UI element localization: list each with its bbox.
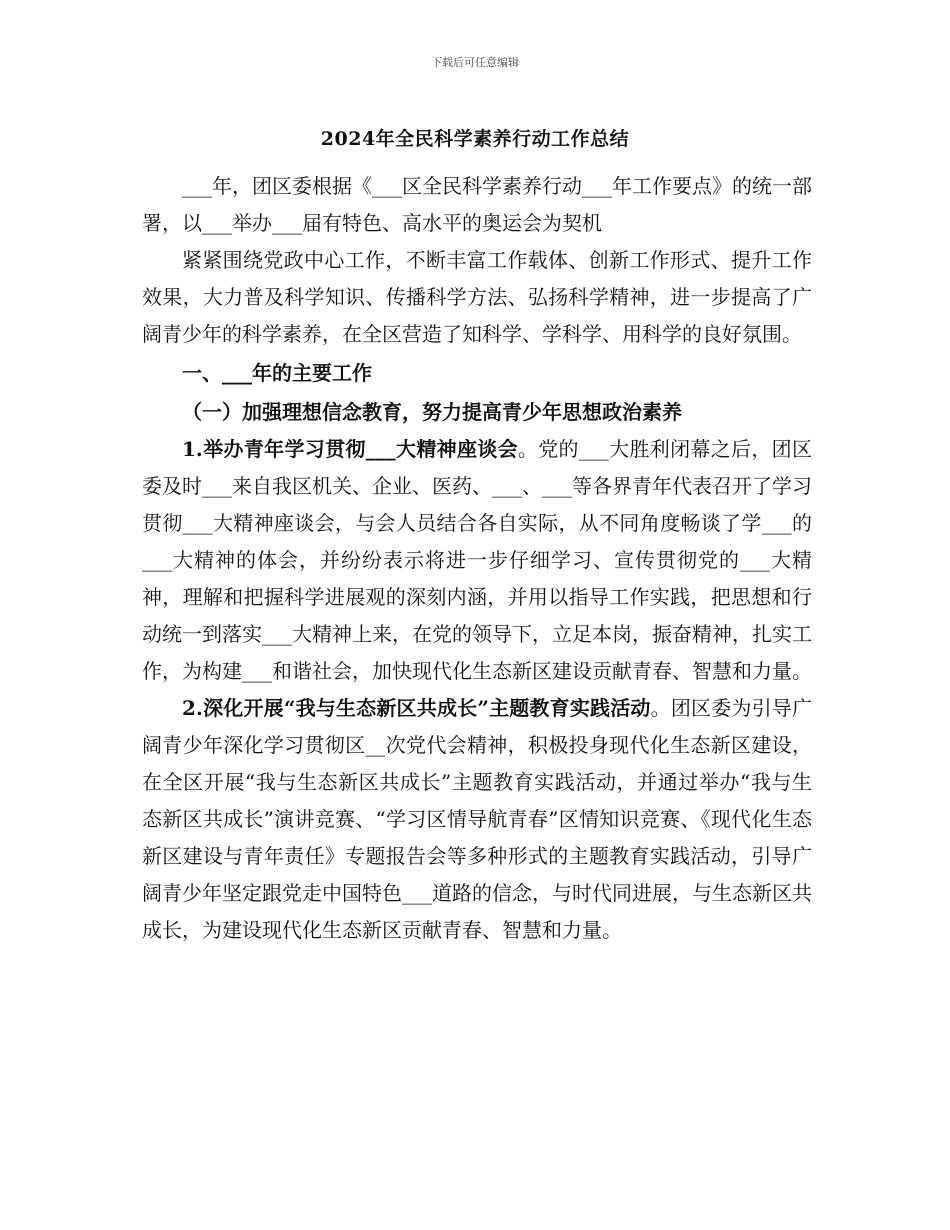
section-heading: 一、___年的主要工作	[182, 361, 372, 385]
document-body	[142, 168, 812, 949]
item-1-body: 。党的___大胜利闭幕之后，团区委及时___来自我区机关、企业、医药、___、___等各界青年代表召开了学习贯彻___大精神座谈会，与会人员结合各自实际，从不同角度畅谈了学___的___大精神的体会，并纷纷表示将进一步仔细学习、宣传贯彻党的___大精神，理解和把握科学进展观的深刻内涵，并用以指导工作实践，把思想和行动统一到落实___大精神上来，在党的领导下，立足本岗，振奋精神，扎实工作，为构建___和谐社会，加快现代化生态新区建设贡献青春、智慧和力量。	[142, 437, 812, 683]
paragraph-item-2	[142, 690, 812, 949]
page-header-note: 下载后可任意编辑	[431, 56, 519, 69]
subsection-heading: （一）加强理想信念教育，努力提高青少年思想政治素养	[182, 400, 682, 424]
paragraph-intro: ___年，团区委根据《___区全民科学素养行动___年工作要点》的统一部署，以___举办___届有特色、高水平的奥运会为契机	[142, 174, 812, 235]
item-2-body: 。团区委为引导广阔青少年深化学习贯彻区__次党代会精神，积极投身现代化生态新区建设，在全区开展“我与生态新区共成长”主题教育实践活动，并通过举办“我与生态新区共成长”演讲竞赛、“学习区情导航青春”区情知识竞赛、《现代化生态新区建设与青年责任》专题报告会等多种形式的主题教育实践活动，引导广阔青少年坚定跟党走中国特色___道路的信念，与时代同进展，与生态新区共成长，为建设现代化生态新区贡献青春、智慧和力量。	[142, 696, 813, 942]
paragraph-overview: 紧紧围绕党政中心工作，不断丰富工作载体、创新工作形式、提升工作效果，大力普及科学知识、传播科学方法、弘扬科学精神，进一步提高了广阔青少年的科学素养，在全区营造了知科学、学科学、用科学的良好氛围。	[142, 248, 812, 346]
item-2-lead: 2.深化开展“我与生态新区共成长”主题教育实践活动	[182, 696, 651, 720]
item-1-lead: 1.举办青年学习贯彻___大精神座谈会	[182, 437, 518, 461]
paragraph-item-1	[142, 431, 812, 690]
document-title: 2024年全民科学素养行动工作总结	[320, 128, 630, 150]
